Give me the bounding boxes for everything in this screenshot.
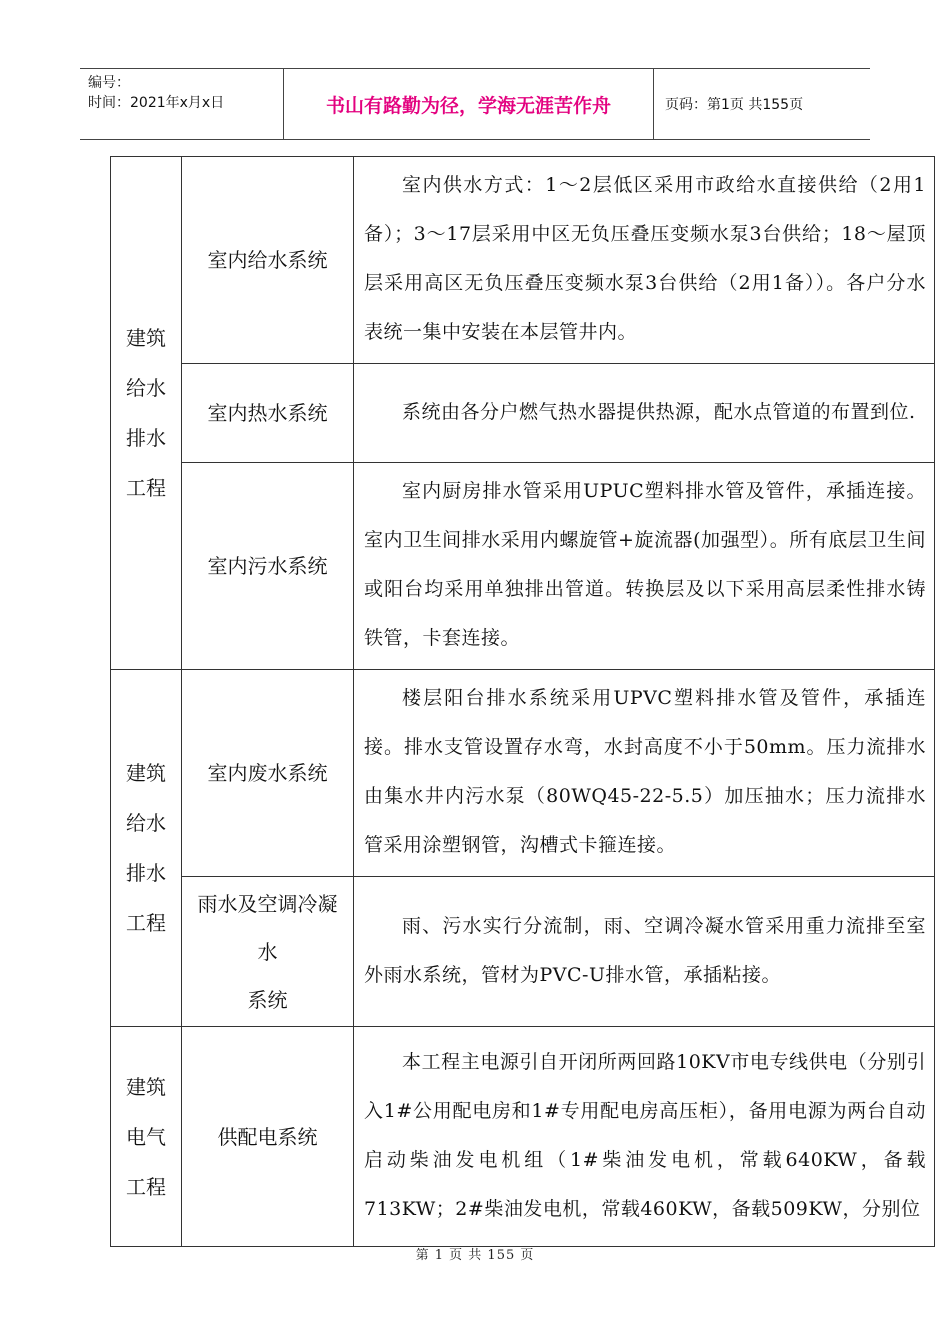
category-cell: 建筑 给水 排水 工程: [111, 670, 182, 1027]
system-name-cell: 室内废水系统: [182, 670, 354, 877]
system-name-cell: 室内给水系统: [182, 157, 354, 364]
header-motto: 书山有路勤为径，学海无涯苦作舟: [283, 69, 654, 139]
system-description-table: [110, 156, 935, 1247]
system-description-cell: 室内厨房排水管采用UPUC塑料排水管及管件，承插连接。室内卫生间排水采用内螺旋管+旋流器(加强型）。所有底层卫生间或阳台均采用单独排出管道。转换层及以下采用高层柔性排水铸铁管，卡套连接。: [354, 463, 935, 670]
date-label: 时间：2021年x月x日: [88, 95, 225, 111]
document-header: [80, 68, 870, 140]
system-name-cell: 供配电系统: [182, 1027, 354, 1247]
system-description-cell: 室内供水方式：1～2层低区采用市政给水直接供给（2用1备）；3～17层采用中区无负压叠压变频水泵3台供给；18～屋顶层采用高区无负压叠压变频水泵3台供给（2用1备））。各户分水表统一集中安装在本层管井内。: [354, 157, 935, 364]
table-row: [111, 1027, 935, 1247]
table-row: [111, 670, 935, 877]
table-row: [111, 364, 935, 463]
system-description-cell: 雨、污水实行分流制，雨、空调冷凝水管采用重力流排至室外雨水系统，管材为PVC-U排水管，承插粘接。: [354, 877, 935, 1027]
table-row: [111, 157, 935, 364]
system-name-cell: 室内污水系统: [182, 463, 354, 670]
system-name-cell: 室内热水系统: [182, 364, 354, 463]
table-row: [111, 463, 935, 670]
header-page-info: 页码：第1页 共155页: [665, 97, 804, 113]
system-name-cell: 雨水及空调冷凝 水 系统: [182, 877, 354, 1027]
system-description-cell: 系统由各分户燃气热水器提供热源，配水点管道的布置到位.: [354, 364, 935, 463]
number-label: 编号：: [88, 75, 130, 91]
page-footer: 第 1 页 共 155 页: [415, 1248, 535, 1263]
table-row: [111, 877, 935, 1027]
header-meta: [80, 69, 283, 139]
system-description-cell: 本工程主电源引自开闭所两回路10KV市电专线供电（分别引入1#公用配电房和1#专用配电房高压柜），备用电源为两台自动启动柴油发电机组（1#柴油发电机，常载640KW，备载713KW；2#柴油发电机，常载460KW，备载509KW，分别位: [354, 1027, 935, 1247]
category-cell: 建筑 电气 工程: [111, 1027, 182, 1247]
category-cell: 建筑 给水 排水 工程: [111, 157, 182, 670]
system-description-cell: 楼层阳台排水系统采用UPVC塑料排水管及管件，承插连接。排水支管设置存水弯，水封高度不小于50mm。压力流排水由集水井内污水泵（80WQ45-22-5.5）加压抽水；压力流排水管采用涂塑钢管，沟槽式卡箍连接。: [354, 670, 935, 877]
